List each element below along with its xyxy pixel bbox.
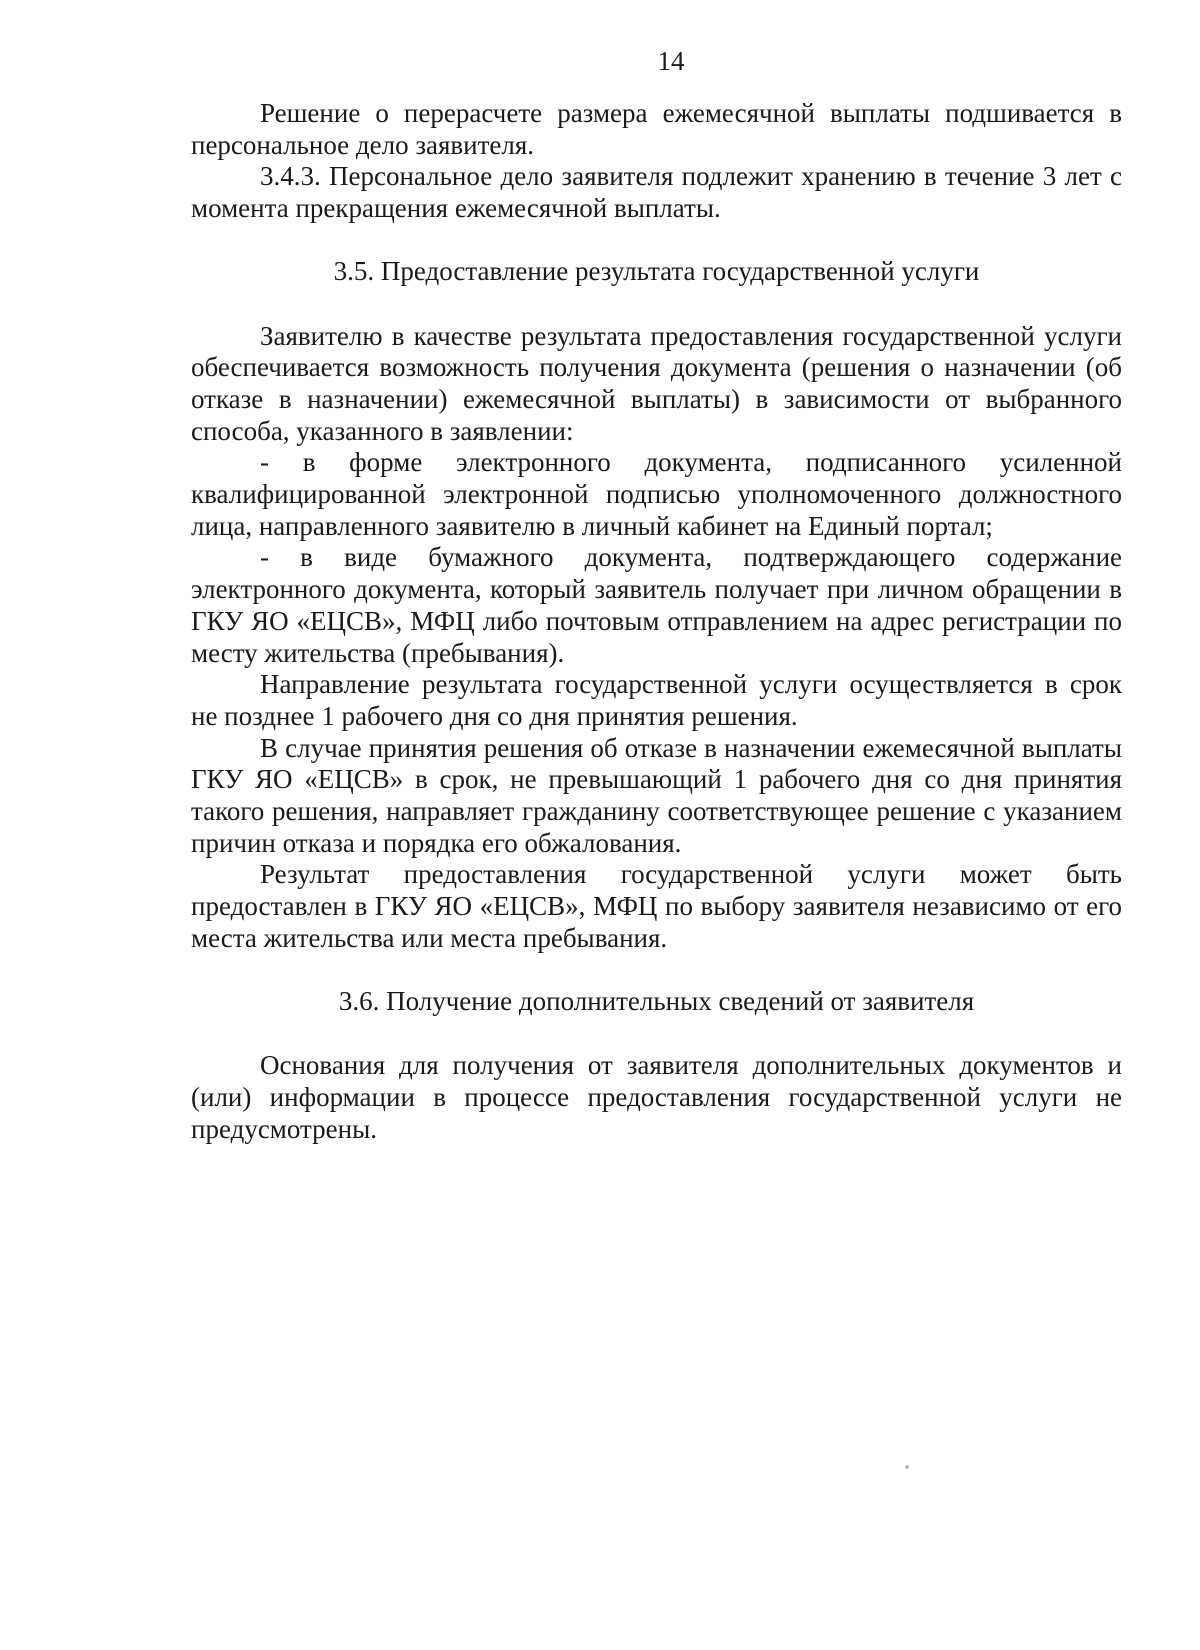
paragraph-3-6: Основания для получения от заявителя дополнительных документов и (или) информации в процессе предоставления государственной услуги не предусмотрены.: [191, 1050, 1122, 1144]
paragraph-refusal-notice: В случае принятия решения об отказе в назначении ежемесячной выплаты ГКУ ЯО «ЕЦСВ» в срок, не превышающий 1 рабочего дня со дня принятия такого решения, направляет гражданину соответствующее решение с указанием причин отказа и порядка его обжалования.: [191, 732, 1122, 858]
list-item-electronic-document: - в форме электронного документа, подписанного усиленной квалифицированной электронной подписью уполномоченного должностного лица, направленного заявителю в личный кабинет на Единый портал;: [191, 447, 1122, 541]
list-item-paper-document: - в виде бумажного документа, подтверждающего содержание электронного документа, который заявитель получает при личном обращении в ГКУ ЯО «ЕЦСВ», МФЦ либо почтовым отправлением на адрес регистрации по месту жительства (пребывания).: [191, 542, 1122, 668]
paragraph-3-5-intro: Заявителю в качестве результата предоставления государственной услуги обеспечивается возможность получения документа (решения о назначении (об отказе в назначении) ежемесячной выплаты) в зависимости от выбранного способа, указанного в заявлении:: [191, 320, 1122, 446]
paragraph-3-4-3: 3.4.3. Персональное дело заявителя подлежит хранению в течение 3 лет с момента прекращения ежемесячной выплаты.: [191, 161, 1122, 224]
section-heading-3-5: 3.5. Предоставление результата государственной услуги: [333, 255, 980, 286]
scan-speck: [905, 1465, 909, 1469]
paragraph-result-delivery-term: Направление результата государственной услуги осуществляется в срок не позднее 1 рабочего дня со дня принятия решения.: [191, 669, 1122, 731]
paragraph-result-location: Результат предоставления государственной услуги может быть предоставлен в ГКУ ЯО «ЕЦСВ», МФЦ по выбору заявителя независимо от его места жительства или места пребывания.: [191, 859, 1122, 953]
document-body: [191, 98, 1122, 1145]
section-heading-3-6: 3.6. Получение дополнительных сведений от заявителя: [338, 985, 975, 1016]
page-number: 14: [657, 46, 685, 76]
paragraph-recalculation-decision: Решение о перерасчете размера ежемесячной выплаты подшивается в персональное дело заявителя.: [191, 98, 1122, 160]
